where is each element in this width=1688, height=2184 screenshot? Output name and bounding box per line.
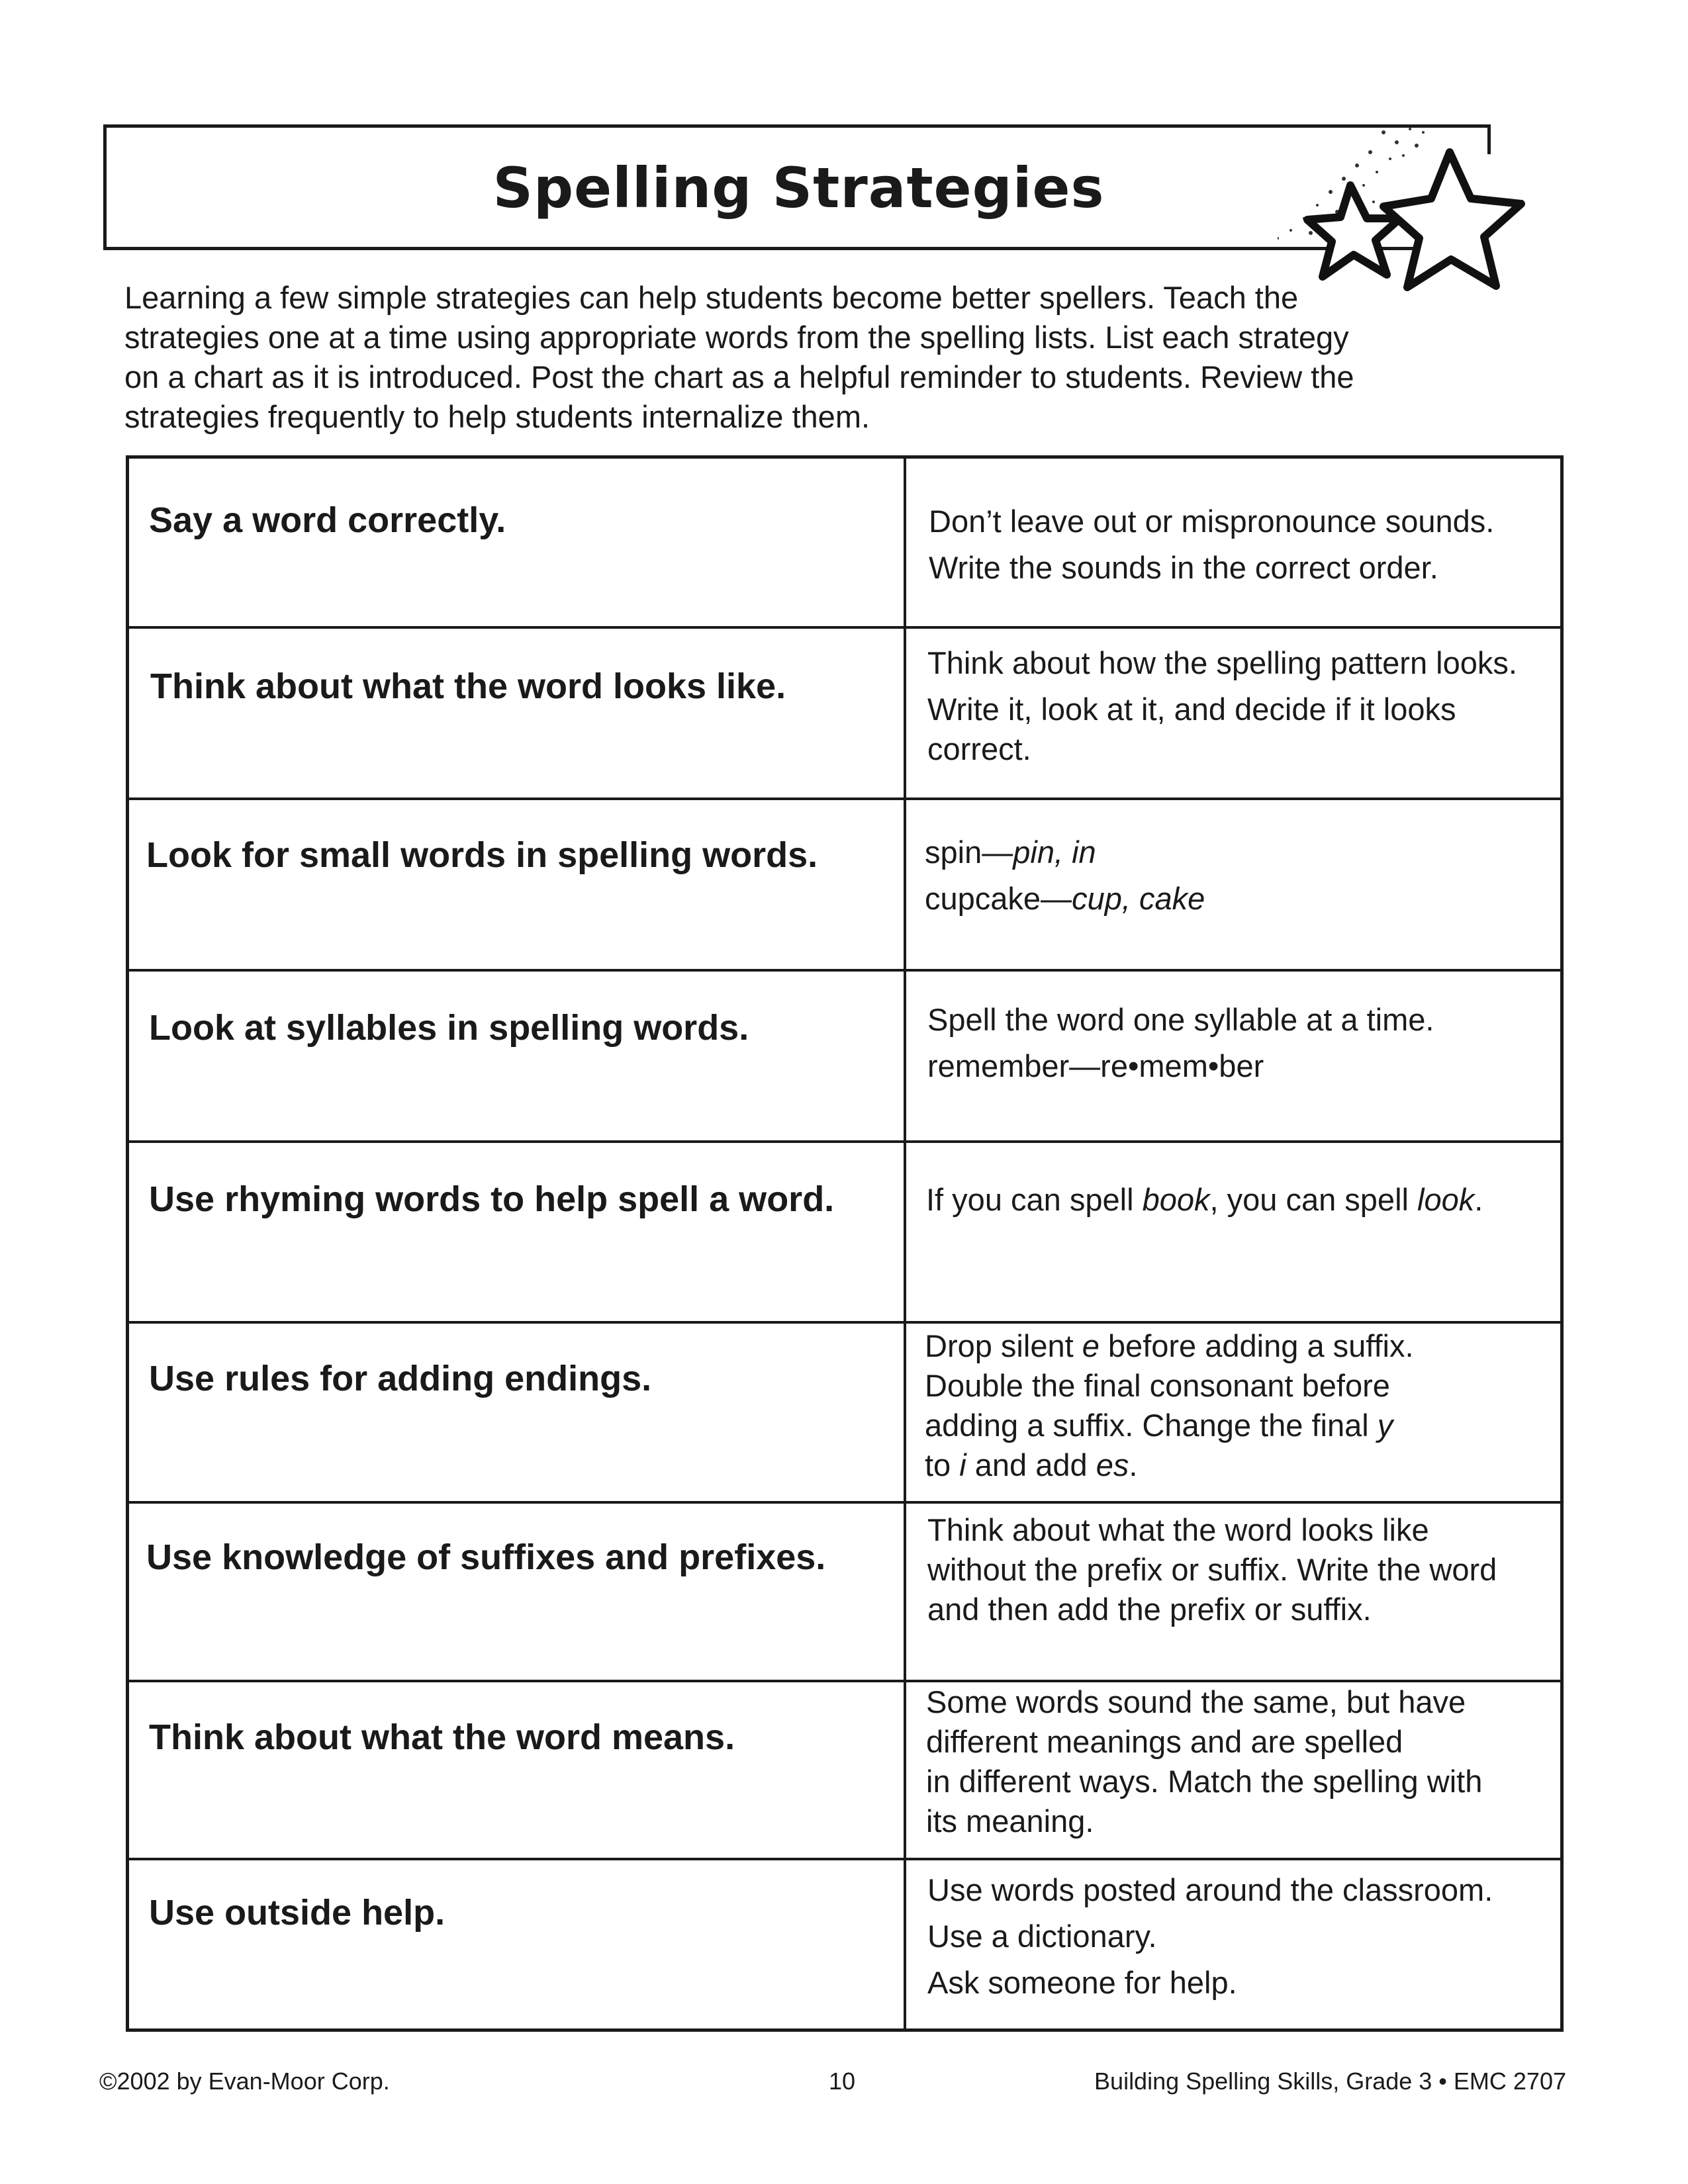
page-number: 10 (829, 2068, 856, 2095)
table-row (129, 1501, 1560, 1680)
table-row (129, 1140, 1560, 1321)
strategy-label: Use knowledge of suffixes and prefixes. (146, 1537, 826, 1577)
strategy-tip: Spell the word one syllable at a time. remember—re•mem•ber (927, 1002, 1434, 1083)
strategy-tip: Drop silent e before adding a suffix. Double the final consonant before adding a suffix. Change the final y to i and add es. (925, 1328, 1414, 1482)
strategy-tip: Think about what the word looks like without the prefix or suffix. Write the word and then add the prefix or suffix. (927, 1512, 1497, 1627)
table-row (129, 969, 1560, 1140)
strategy-tip: Don’t leave out or mispronounce sounds. Write the sounds in the correct order. (929, 504, 1495, 585)
intro-paragraph: Learning a few simple strategies can help students become better spellers. Teach the strategies one at a time using appropriate words from the spelling lists. List each strategy on a chart as it is introduced. Post the chart as a helpful reminder to students. Review the strategies frequently to help students internalize them. (124, 280, 1354, 434)
strategy-label: Use outside help. (149, 1893, 445, 1933)
table-row (129, 797, 1560, 969)
strategy-tip: spin—pin, in cupcake—cup, cake (925, 835, 1205, 916)
strategy-tip: Some words sound the same, but have different meanings and are spelled in different ways. Match the spelling with its meaning. (926, 1684, 1483, 1839)
strategy-label: Think about what the word means. (149, 1717, 735, 1757)
table-row (129, 459, 1560, 626)
table-row (129, 626, 1560, 797)
table-row (129, 1858, 1560, 2035)
strategy-label: Use rhyming words to help spell a word. (149, 1179, 835, 1219)
strategy-tip: Think about how the spelling pattern looks. Write it, look at it, and decide if it looks correct. (927, 645, 1517, 766)
strategy-label: Look at syllables in spelling words. (149, 1008, 749, 1048)
book-info: Building Spelling Skills, Grade 3 • EMC 2707 (1094, 2068, 1566, 2095)
strategy-tip: Use words posted around the classroom. Use a dictionary. Ask someone for help. (927, 1872, 1493, 2000)
table-row (129, 1680, 1560, 1858)
strategy-chart (126, 455, 1564, 2032)
copyright: ©2002 by Evan-Moor Corp. (99, 2068, 390, 2095)
strategy-label: Look for small words in spelling words. (146, 835, 818, 875)
strategy-label: Use rules for adding endings. (149, 1359, 652, 1398)
strategy-label: Say a word correctly. (149, 500, 506, 540)
strategy-label: Think about what the word looks like. (150, 666, 786, 706)
table-row (129, 1321, 1560, 1501)
page-title: Spelling Strategies (492, 156, 1105, 220)
strategy-tip: If you can spell book, you can spell look. (926, 1182, 1483, 1217)
